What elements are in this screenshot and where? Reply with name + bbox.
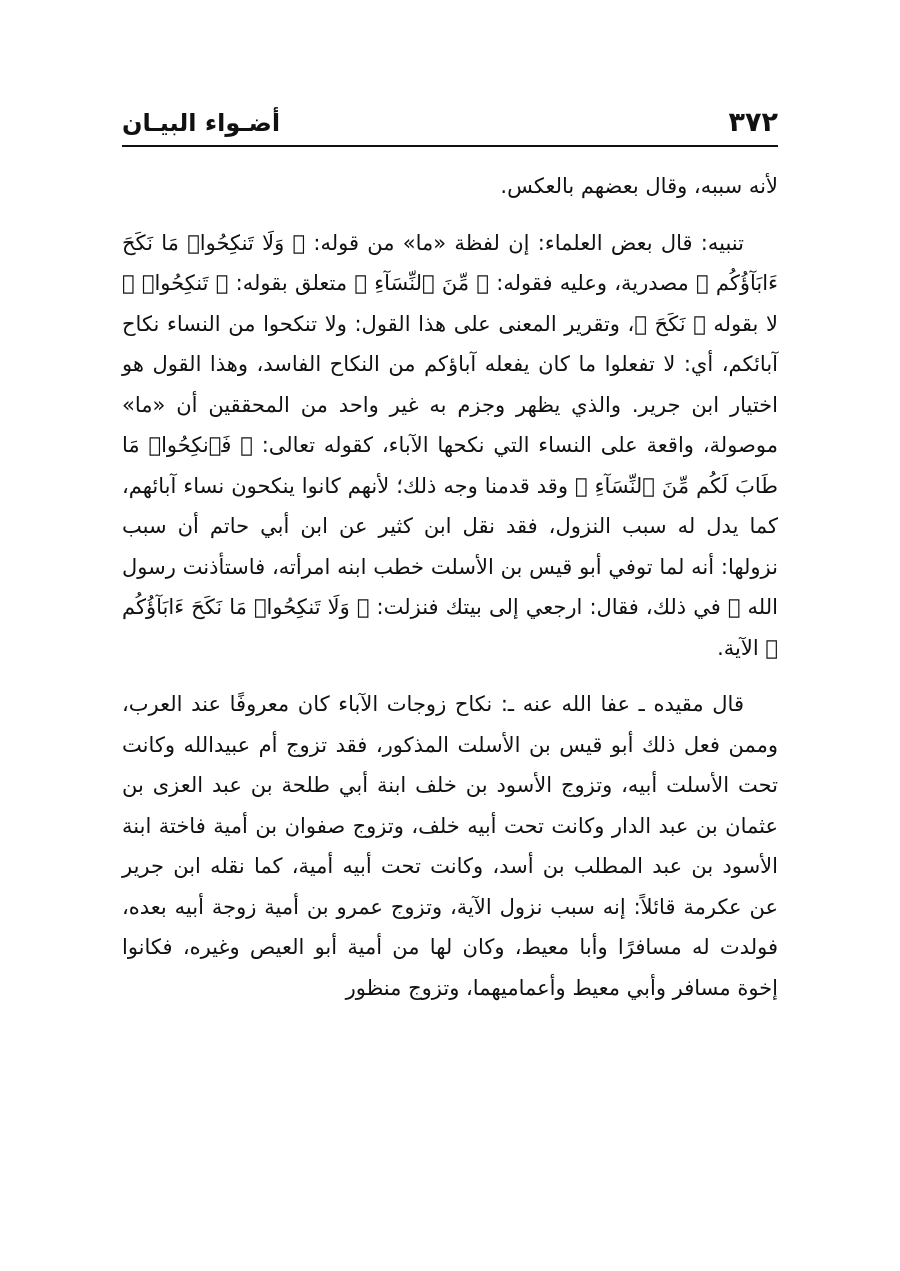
page-header [122,106,778,146]
page-number: ٣٧٢ [728,107,778,138]
header-rule [122,145,778,147]
running-title: أضـواء البيـان [122,109,281,137]
paragraph-author-comment: قال مقيده ـ عفا الله عنه ـ: نكاح زوجات الآباء كان معروفًا عند العرب، وممن فعل ذلك أبو قيس بن الأسلت المذكور، فقد تزوج أم عبيدالله وكانت تحت الأسلت أبيه، وتزوج الأسود بن خلف ابنة أبي طلحة بن عبد العزى بن عثمان بن عبد الدار وكانت تحت أبيه خلف، وتزوج صفوان بن أمية فاختة ابنة الأسود بن عبد المطلب بن أسد، وكانت تحت أبيه أمية، كما نقله ابن جرير عن عكرمة قائلاً: إنه سبب نزول الآية، وتزوج عمرو بن أمية زوجة أبيه بعده، فولدت له مسافرًا وأبا معيط، وكان لها من أمية أبو العيص وغيره، فكانوا إخوة مسافر وأبي معيط وأعماميهما، وتزوج منظور [122,692,778,1000]
paragraph-tanbih: تنبيه: قال بعض العلماء: إن لفظة «ما» من قوله: ﴿ وَلَا تَنكِحُوا۟ مَا نَكَحَ ءَابَآؤُكُم ﴾ مصدرية، وعليه فقوله: ﴿ مِّنَ ٱلنِّسَآءِ ﴾ متعلق بقوله: ﴿ تَنكِحُوا۟ ﴾ لا بقوله ﴿ نَكَحَ ﴾، وتقرير المعنى على هذا القول: ولا تنكحوا من النساء نكاح آبائكم، أي: لا تفعلوا ما كان يفعله آباؤكم من النكاح الفاسد، وهذا القول هو اختيار ابن جرير. والذي يظهر وجزم به غير واحد من المحققين أن «ما» موصولة، واقعة على النساء التي نكحها الآباء، كقوله تعالى: ﴿ فَٱنكِحُوا۟ مَا طَابَ لَكُم مِّنَ ٱلنِّسَآءِ ﴾ وقد قدمنا وجه ذلك؛ لأنهم كانوا ينكحون نساء آبائهم، كما يدل له سبب النزول، فقد نقل ابن كثير عن ابن أبي حاتم أن سبب نزولها: أنه لما توفي أبو قيس بن الأسلت خطب ابنه امرأته، فاستأذنت رسول الله ﷺ في ذلك، فقال: ارجعي إلى بيتك فنزلت: ﴿ وَلَا تَنكِحُوا۟ مَا نَكَحَ ءَابَآؤُكُم ﴾ الآية. [122,230,778,660]
page-body [122,166,778,1008]
paragraph-continuation: لأنه سببه، وقال بعضهم بالعكس. [500,174,778,198]
